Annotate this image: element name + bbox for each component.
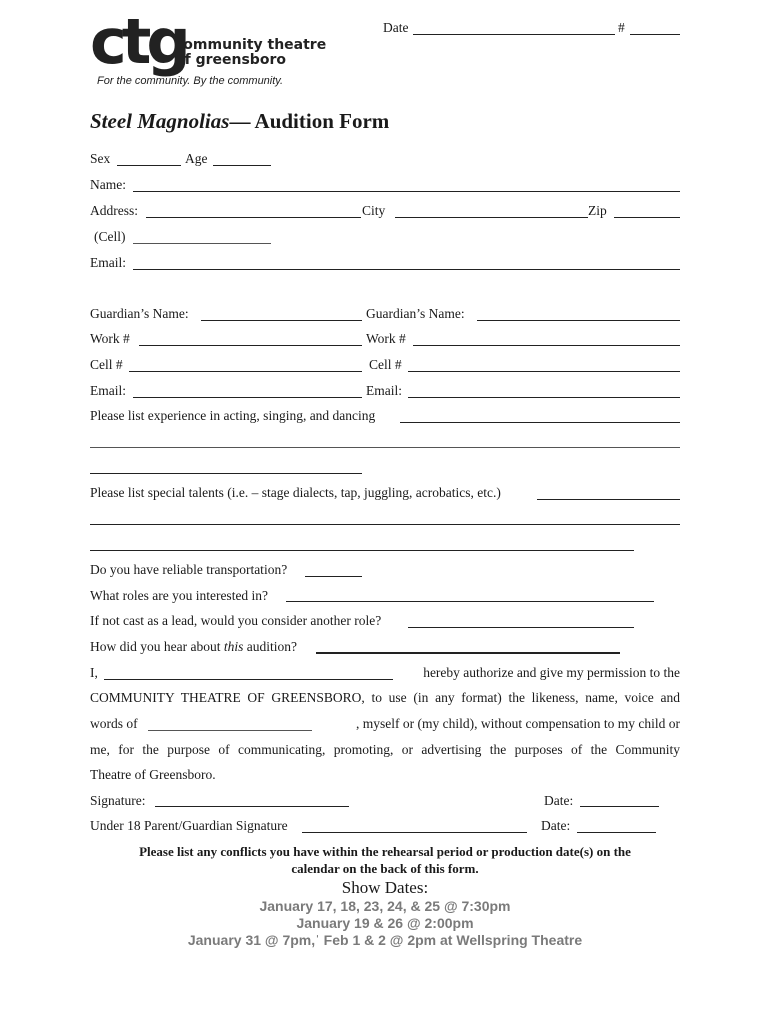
experience-field-1[interactable] (400, 422, 680, 423)
guardian1-work-field[interactable] (139, 345, 362, 346)
form-title: — Audition Form (229, 109, 390, 133)
auth-line5: Theatre of Greensboro. (90, 767, 216, 782)
show-dates-line3: January 31 @ 7pm,ˈ Feb 1 & 2 @ 2pm at Wellspring Theatre (187, 932, 583, 948)
conflicts-line2: calendar on the back of this form. (291, 861, 479, 876)
transportation-field[interactable] (305, 576, 362, 577)
name-label: Name: (90, 177, 126, 192)
guardian1-email-field[interactable] (133, 397, 362, 398)
guardian1-work-label: Work # (90, 331, 130, 346)
guardian1-name-label: Guardian’s Name: (90, 306, 189, 321)
auth-name-field[interactable] (104, 679, 393, 680)
hear-about-label: How did you hear about this audition? (90, 639, 297, 654)
guardian2-name-label: Guardian’s Name: (366, 306, 465, 321)
roles-label: What roles are you interested in? (90, 588, 269, 603)
hear-about-field[interactable] (316, 652, 620, 654)
conflicts-line1: Please list any conflicts you have within the rehearsal period or production date(s) on the (139, 844, 631, 859)
date-label: Date (383, 20, 409, 35)
experience-label: Please list experience in acting, singing, and dancing (90, 408, 376, 423)
auth-words-of: words of (90, 716, 138, 731)
talents-label: Please list special talents (i.e. – stage dialects, tap, juggling, acrobatics, etc.) (90, 485, 501, 500)
show-dates-line2: January 19 & 26 @ 2:00pm (296, 915, 474, 931)
experience-field-3[interactable] (90, 473, 362, 474)
auth-line3: , myself or (my child), without compensation to my child or (356, 716, 680, 731)
number-label: # (618, 20, 625, 35)
address-field[interactable] (146, 217, 361, 218)
signature-date-field[interactable] (580, 806, 659, 807)
guardian1-name-field[interactable] (201, 320, 362, 321)
name-field[interactable] (133, 191, 680, 192)
zip-field[interactable] (614, 217, 680, 218)
address-label: Address: (90, 203, 138, 218)
transportation-label: Do you have reliable transportation? (90, 562, 288, 577)
auth-line4: me, for the purpose of communicating, promoting, or advertising the purposes of the Community (90, 742, 680, 757)
other-role-field[interactable] (408, 627, 634, 628)
cell-field[interactable] (133, 243, 271, 244)
guardian1-cell-field[interactable] (129, 371, 362, 372)
age-field[interactable] (213, 165, 271, 166)
show-dates-line1: January 17, 18, 23, 24, & 25 @ 7:30pm (259, 898, 511, 914)
parent-date-field[interactable] (577, 832, 656, 833)
auth-i-label: I, (90, 665, 98, 680)
guardian2-work-field[interactable] (413, 345, 680, 346)
logo-tagline: For the community. By the community. (97, 75, 284, 87)
email-label: Email: (90, 255, 126, 270)
guardian1-cell-label: Cell # (90, 357, 123, 372)
date-field[interactable] (413, 34, 615, 35)
age-label: Age (185, 151, 208, 166)
sex-field[interactable] (117, 165, 181, 166)
other-role-label: If not cast as a lead, would you consider another role? (90, 613, 382, 628)
guardian2-cell-label: Cell # (369, 357, 402, 372)
guardian2-email-field[interactable] (408, 397, 680, 398)
page-title (90, 108, 389, 134)
experience-field-2[interactable] (90, 447, 680, 448)
guardian2-name-field[interactable] (477, 320, 680, 321)
email-field[interactable] (133, 269, 680, 270)
show-title: Steel Magnolias (90, 109, 230, 133)
guardian2-cell-field[interactable] (408, 371, 680, 372)
guardian2-work-label: Work # (366, 331, 406, 346)
auth-line2: COMMUNITY THEATRE OF GREENSBORO, to use (in any format) the likeness, name, voice and (90, 690, 680, 705)
signature-field[interactable] (155, 806, 349, 807)
city-label: City (362, 203, 386, 218)
auth-words-field[interactable] (148, 730, 312, 731)
parent-signature-label: Under 18 Parent/Guardian Signature (90, 818, 288, 833)
roles-field[interactable] (286, 601, 654, 602)
zip-label: Zip (588, 203, 607, 218)
parent-signature-field[interactable] (302, 832, 527, 833)
signature-date-label: Date: (544, 793, 574, 808)
number-field[interactable] (630, 34, 680, 35)
logo-mark: ctg (90, 5, 186, 78)
logo-name (175, 38, 326, 68)
guardian2-email-label: Email: (366, 383, 402, 398)
parent-date-label: Date: (541, 818, 571, 833)
logo-name-line1: community theatre (175, 37, 327, 53)
show-dates-heading: Show Dates: (341, 878, 429, 897)
cell-label: (Cell) (94, 229, 126, 244)
auth-line1: hereby authorize and give my permission to the (423, 665, 680, 680)
sex-label: Sex (90, 151, 111, 166)
talents-field-2[interactable] (90, 524, 680, 525)
talents-field-3[interactable] (90, 550, 634, 551)
signature-label: Signature: (90, 793, 146, 808)
city-field[interactable] (395, 217, 588, 218)
talents-field-1[interactable] (537, 499, 680, 500)
logo-name-line2: of greensboro (175, 52, 286, 68)
guardian1-email-label: Email: (90, 383, 126, 398)
